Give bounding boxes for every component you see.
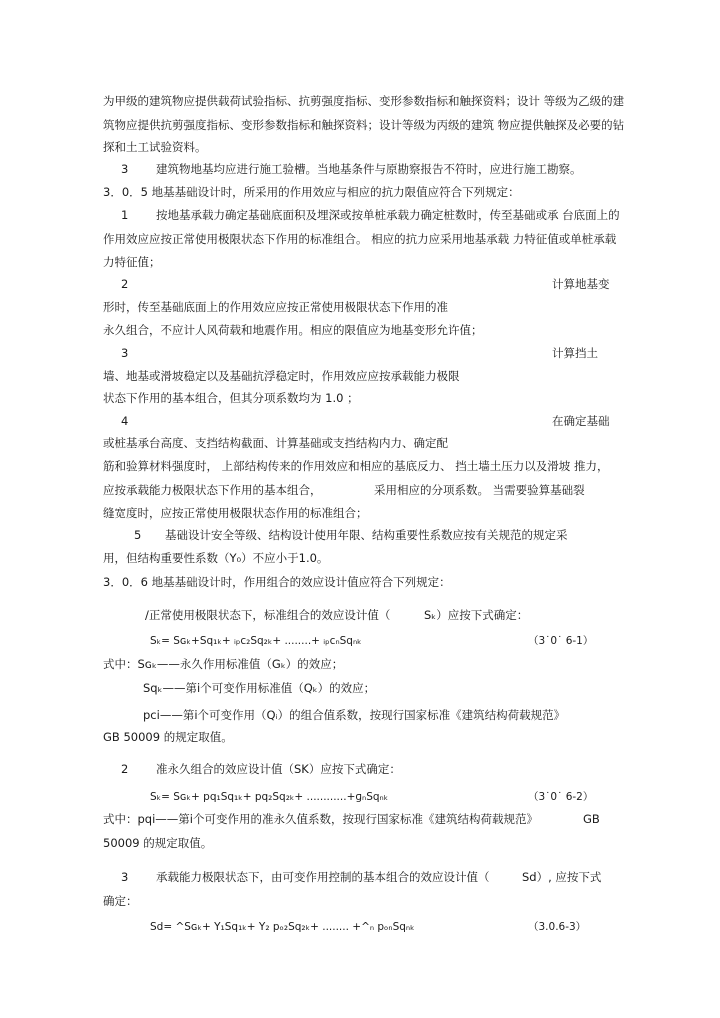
text-line: 基础设计安全等级、结构设计使用年限、结构重要性系数应按有关规范的规定采	[165, 528, 568, 542]
equation-number: （3˙0˙ 6-1）	[528, 635, 594, 647]
equation-3-0-6-3: Sd= ^Sɢₖ+ Y₁Sq₁ₖ+ Y₂ pₒ₂Sq₂ₖ+ ........ +^ₙ pₒₙSqₙₖ	[150, 921, 415, 933]
text-line: 准永久组合的效应设计值（SK）应按下式确定：	[156, 762, 401, 776]
item-number: 1	[121, 208, 129, 222]
text-line: 采用相应的分项系数。 当需要验算基础裂	[374, 483, 585, 497]
item-number: 3	[121, 346, 129, 360]
item-number: 2	[121, 762, 129, 776]
text-line: 应按承载能力极限状态下作用的基本组合，	[103, 483, 322, 497]
text-line: 为甲级的建筑物应提供载荷试验指标、抗剪强度指标、变形参数指标和触探资料；设计 等级为乙级的建	[103, 94, 625, 108]
equation-3-0-6-2: Sₖ= Sɢₖ+ pq₁Sq₁ₖ+ pq₂Sq₂ₖ+ ............+ɡₙSqₙₖ	[150, 791, 389, 803]
item-number: 5	[134, 528, 142, 542]
text-line: 缝宽度时，应按正常使用极限状态作用的标准组合；	[103, 506, 368, 520]
text-line: 按地基承载力确定基础底面积及埋深或按单桩承载力确定桩数时，传至基础或承 台底面上的	[156, 208, 620, 222]
text-line: GB 50009 的规定取值。	[103, 730, 233, 744]
text-line: Sqₖ——第i个可变作用标准值（Qₖ）的效应；	[143, 681, 376, 695]
text-line: 作用效应应按正常使用极限状态下作用的标准组合。 相应的抗力应采用地基承载 力特征值或单桩承载	[103, 232, 617, 246]
text-line: 状态下作用的基本组合，但其分项系数均为 1.0 ；	[103, 391, 359, 405]
text-line: 式中：Sɢₖ——永久作用标准值（Gₖ）的效应；	[103, 657, 344, 671]
text-line: 用，但结构重要性系数（Y₀）不应小于1.0。	[103, 551, 329, 565]
text-line: 式中：pqi——第i个可变作用的准永久值系数，按现行国家标准《建筑结构荷载规范》	[103, 812, 538, 826]
text-line: 在确定基础	[552, 414, 610, 428]
section-heading: 3．0．6 地基基础设计时，作用组合的效应设计值应符合下列规定：	[103, 575, 451, 589]
text-line: 墙、地基或滑坡稳定以及基础抗浮稳定时，作用效应应按承载能力极限	[103, 369, 460, 383]
text-line: 探和土工试验资料。	[103, 140, 207, 154]
text-line: 计算挡土	[552, 346, 598, 360]
text-line: 筑物应提供抗剪强度指标、变形参数指标和触探资料；设计等级为丙级的建筑 物应提供触探及必要的钻	[103, 118, 625, 132]
text-line: 形时，传至基础底面上的作用效应应按正常使用极限状态下作用的准	[103, 300, 448, 314]
text-line: 筋和验算材料强度时， 上部结构传来的作用效应和相应的基底反力、 挡土墙土压力以及滑坡 推力，	[103, 459, 609, 473]
equation-3-0-6-1: Sₖ= Sɢₖ+Sq₁ₖ+ ᵢₚc₂Sq₂ₖ+ ........+ ᵢₚcₙSqₙₖ	[150, 635, 362, 647]
item-number: 2	[121, 277, 129, 291]
equation-number: （3˙0˙ 6-2）	[528, 791, 594, 803]
item-number: 3	[121, 162, 129, 176]
text-line: 计算地基变	[552, 277, 610, 291]
text-line: 永久组合，不应计人风荷载和地震作用。相应的限值应为地基变形允许值；	[103, 323, 483, 337]
section-heading: 3．0．5 地基基础设计时，所采用的作用效应与相应的抗力限值应符合下列规定：	[103, 185, 520, 199]
text-line: 确定：	[103, 894, 138, 908]
text-line: /正常使用极限状态下，标准组合的效应设计值（	[145, 608, 391, 622]
text-line: 力特征值；	[103, 255, 161, 269]
text-line: Sₖ）应按下式确定：	[424, 608, 529, 622]
text-line: Sd）, 应按下式	[522, 870, 602, 884]
item-number: 4	[121, 414, 129, 428]
equation-number: （3.0.6-3）	[528, 921, 587, 933]
text-line: GB	[583, 812, 600, 826]
text-line: 50009 的规定取值。	[103, 836, 213, 850]
text-line: pci——第i个可变作用（Qᵢ）的组合值系数，按现行国家标准《建筑结构荷载规范》	[143, 708, 566, 722]
item-number: 3	[121, 870, 129, 884]
text-line: 建筑物地基均应进行施工验槽。当地基条件与原勘察报告不符时，应进行施工勘察。	[156, 162, 582, 176]
text-line: 承载能力极限状态下，由可变作用控制的基本组合的效应设计值（	[156, 870, 490, 884]
text-line: 或桩基承台高度、支挡结构截面、计算基础或支挡结构内力、确定配	[103, 436, 448, 450]
